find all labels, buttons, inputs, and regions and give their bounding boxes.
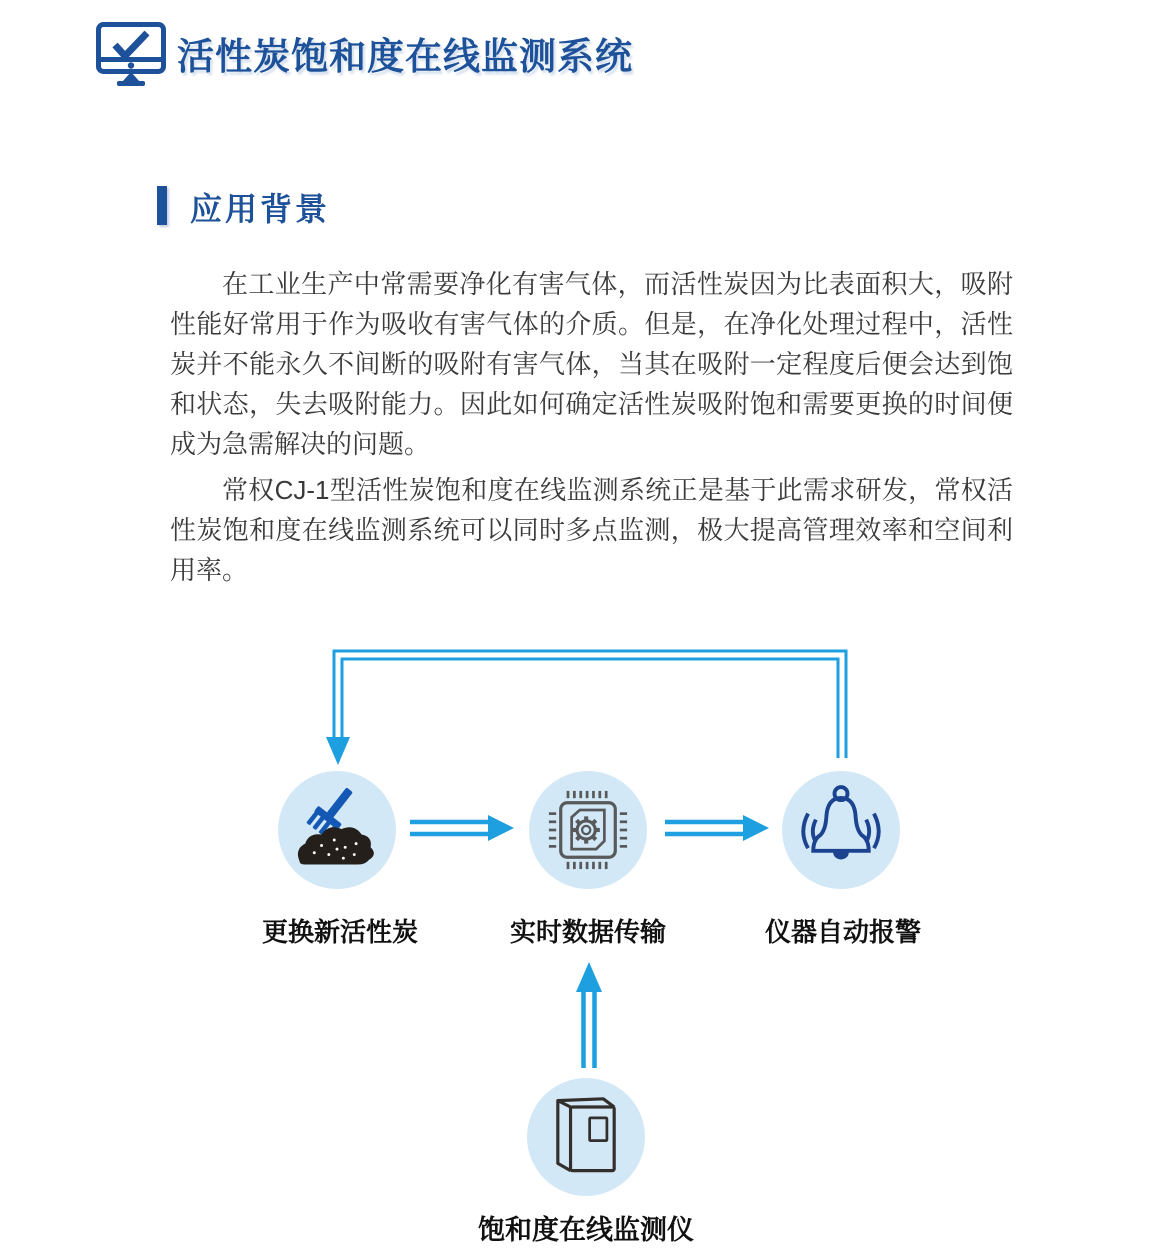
label-auto-alarm: 仪器自动报警 [764, 917, 921, 947]
paragraph-2: 常权CJ-1型活性炭饱和度在线监测系统正是基于此需求研发，常权活性炭饱和度在线监测系统可以同时多点监测，极大提高管理效率和空间利用率。 [170, 475, 1013, 585]
monitor-check-icon [95, 20, 167, 90]
monitor-device-icon [536, 1087, 636, 1187]
node-monitor-device [527, 1078, 645, 1196]
arrow-replace-to-transfer [410, 814, 515, 842]
node-auto-alarm [782, 771, 900, 889]
label-data-transfer: 实时数据传输 [509, 917, 666, 947]
section-accent-bar [157, 186, 167, 225]
label-replace-carbon: 更换新活性炭 [261, 917, 418, 947]
alarm-bell-icon [789, 782, 893, 878]
paragraph-1: 在工业生产中常需要净化有害气体，而活性炭因为比表面积大，吸附性能好常用于作为吸收有害气体的介质。但是，在净化处理过程中，活性炭并不能永久不间断的吸附有害气体，当其在吸附一定程度后便会达到饱和状态，失去吸附能力。因此如何确定活性炭吸附饱和需要更换的时间便成为急需解决的问题。 [170, 269, 1013, 459]
label-monitor-device: 饱和度在线监测仪 [478, 1215, 694, 1245]
node-replace-carbon [278, 771, 396, 889]
arrow-transfer-to-alarm [665, 814, 770, 842]
page-title: 活性炭饱和度在线监测系统 [177, 36, 633, 77]
application-background-text [170, 264, 1013, 590]
feedback-loop-arrow [325, 643, 855, 768]
arrow-device-to-transfer [574, 962, 604, 1068]
node-data-transfer [529, 771, 647, 889]
section-title: 应用背景 [190, 191, 331, 227]
carbon-pile-fork-icon [287, 780, 387, 880]
chip-gear-icon [538, 780, 638, 880]
